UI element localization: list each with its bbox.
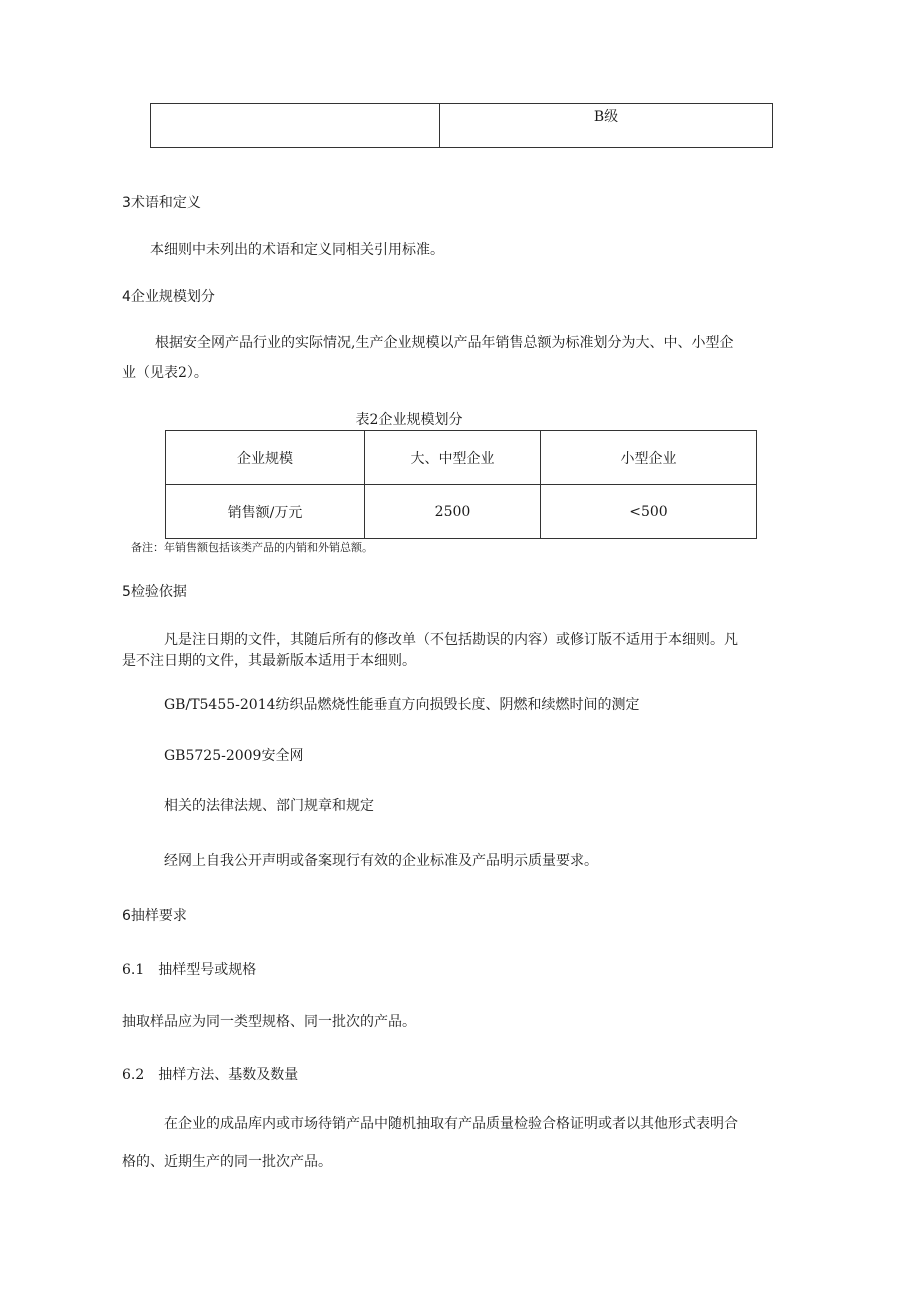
- subsection-6-2-heading: 6.2 抽样方法、基数及数量: [122, 1067, 299, 1083]
- table-cell: 2500: [365, 485, 541, 539]
- subsection-6-2-body-line2: 格的、近期生产的同一批次产品。: [122, 1154, 332, 1170]
- section-4-body-line1: 根据安全网产品行业的实际情况,生产企业规模以产品年销售总额为标准划分为大、中、小型企: [155, 335, 734, 351]
- reference-item: 经网上自我公开声明或备案现行有效的企业标准及产品明示质量要求。: [164, 853, 598, 869]
- section-3-body: 本细则中未列出的术语和定义同相关引用标准。: [150, 242, 444, 258]
- table-header-cell: 大、中型企业: [365, 431, 541, 485]
- section-4-body-line2: 业（见表2）。: [122, 365, 208, 381]
- partial-table-top: [150, 103, 773, 148]
- table-row: [166, 485, 757, 539]
- reference-item: GB/T5455-2014纺织品燃烧性能垂直方向损毁长度、阴燃和续燃时间的测定: [164, 697, 640, 713]
- table-note: 备注：年销售额包括该类产品的内销和外销总额。: [131, 541, 373, 554]
- section-5-body-line2: 是不注日期的文件，其最新版本适用于本细则。: [122, 653, 416, 669]
- section-5-heading: 5检验依据: [122, 584, 187, 600]
- subsection-6-1-body: 抽取样品应为同一类型规格、同一批次的产品。: [122, 1014, 416, 1030]
- table-header-cell: 企业规模: [166, 431, 365, 485]
- section-5-body-line1: 凡是注日期的文件，其随后所有的修改单（不包括勘误的内容）或修订版不适用于本细则。凡: [164, 632, 738, 648]
- table-header-cell: 小型企业: [541, 431, 757, 485]
- reference-item: 相关的法律法规、部门规章和规定: [164, 798, 374, 814]
- table-cell: <500: [541, 485, 757, 539]
- subsection-6-1-heading: 6.1 抽样型号或规格: [122, 962, 257, 978]
- enterprise-scale-table: [165, 430, 757, 539]
- section-6-heading: 6抽样要求: [122, 908, 187, 924]
- table-cell: 销售额/万元: [166, 485, 365, 539]
- subsection-6-2-body-line1: 在企业的成品库内或市场待销产品中随机抽取有产品质量检验合格证明或者以其他形式表明合: [164, 1116, 738, 1132]
- table-header-row: [166, 431, 757, 485]
- table-caption: 表2企业规模划分: [355, 412, 463, 428]
- table-cell: B级: [593, 109, 619, 125]
- section-3-heading: 3术语和定义: [122, 195, 201, 211]
- reference-item: GB5725-2009安全网: [164, 748, 304, 764]
- section-4-heading: 4企业规模划分: [122, 289, 215, 305]
